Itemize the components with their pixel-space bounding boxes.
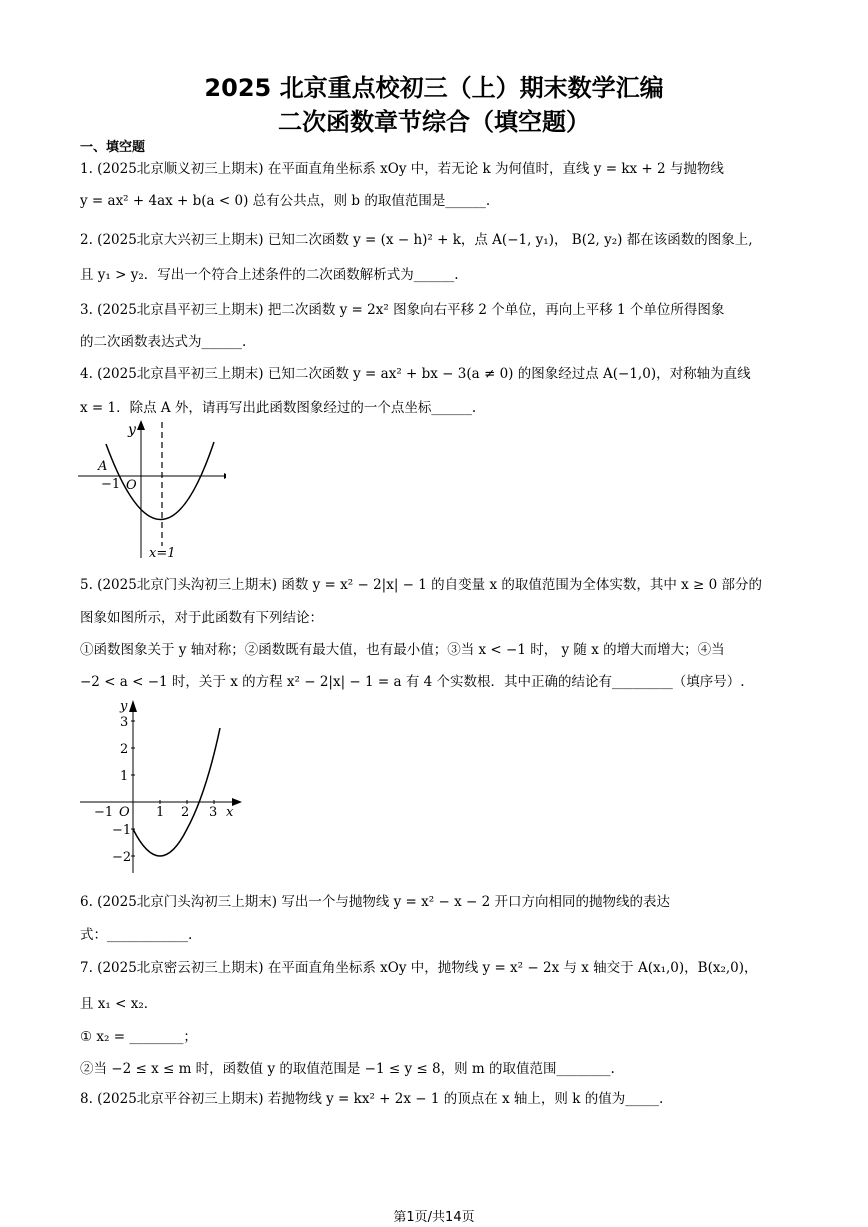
q7-line1: 7. (2025北京密云初三上期末) 在平面直角坐标系 xOy 中，抛物线 y = x² − 2x 与 x 轴交于 A(x₁,0)，B(x₂,0)， [80, 960, 758, 976]
document-title-line2: 二次函数章节综合（填空题） [278, 108, 590, 136]
q5-line1: 5. (2025北京门头沟初三上期末) 函数 y = x² − 2|x| − 1 的自变量 x 的取值范围为全体实数，其中 x ≥ 0 部分的 [80, 577, 763, 593]
section-heading: 一、填空题 [80, 140, 146, 155]
q5-xtick-3: 3 [209, 805, 218, 820]
q2-line2: 且 y₁ > y₂．写出一个符合上述条件的二次函数解析式为______. [80, 267, 459, 283]
q4-label-O: O [126, 478, 137, 493]
q4-line2: x = 1．除点 A 外，请再写出此函数图象经过的一个点坐标______. [80, 400, 477, 416]
q5-x-arrow [232, 798, 242, 806]
q4-label-axis: x=1 [149, 546, 176, 561]
q5-label-y: y [120, 699, 128, 714]
q5-tick-m1: −1 [112, 823, 132, 838]
q4-label-y: y [128, 422, 136, 438]
q7-line3: ① x₂ = ________； [80, 1029, 197, 1045]
q1-line2: y = ax² + 4ax + b(a < 0) 总有公共点，则 b 的取值范围是______. [80, 193, 491, 209]
q4-parabola-curve [106, 442, 214, 520]
q1-line1: 1. (2025北京顺义初三上期末) 在平面直角坐标系 xOy 中，若无论 k 为何值时，直线 y = kx + 2 与抛物线 [80, 161, 724, 177]
q5-label-O: O [119, 805, 130, 820]
q8-line1: 8. (2025北京平谷初三上期末) 若抛物线 y = kx² + 2x − 1 的顶点在 x 轴上，则 k 的值为_____. [80, 1091, 664, 1107]
q2-line1: 2. (2025北京大兴初三上期末) 已知二次函数 y = (x − h)² + k，点 A(−1, y₁)， B(2, y₂) 都在该函数的图象上, [80, 232, 753, 248]
q5-y-arrow [129, 700, 137, 712]
q5-line3: ①函数图象关于 y 轴对称；②函数既有最大值，也有最小值；③当 x < −1 时， y 随 x 的增大而增大；④当 [80, 642, 725, 658]
q4-parabola-figure [76, 418, 226, 563]
q5-curve [133, 728, 220, 856]
q5-tick-2: 2 [120, 742, 129, 757]
page-footer: 第1页/共14页 [393, 1210, 475, 1225]
q5-xtick-1: 1 [156, 805, 165, 820]
q3-line1: 3. (2025北京昌平初三上期末) 把二次函数 y = 2x² 图象向右平移 2 个单位，再向上平移 1 个单位所得图象 [80, 302, 725, 318]
q3-line2: 的二次函数表达式为______. [80, 334, 247, 350]
q4-line1: 4. (2025北京昌平初三上期末) 已知二次函数 y = ax² + bx − 3(a ≠ 0) 的图象经过点 A(−1,0)，对称轴为直线 [80, 366, 751, 382]
q5-tick-m2: −2 [112, 850, 132, 865]
q6-line1: 6. (2025北京门头沟初三上期末) 写出一个与抛物线 y = x² − x − 2 开口方向相同的抛物线的表达 [80, 894, 670, 910]
q5-graph-figure [76, 698, 246, 878]
q5-tick-3: 3 [120, 715, 129, 730]
q4-y-arrow [137, 420, 145, 430]
document-title-line1: 2025 北京重点校初三（上）期末数学汇编 [204, 74, 664, 102]
q4-label-A: A [98, 459, 108, 474]
q5-line4: −2 < a < −1 时，关于 x 的方程 x² − 2|x| − 1 = a 有 4 个实数根．其中正确的结论有_________（填序号）. [80, 674, 745, 690]
q4-x-arrow [224, 473, 226, 479]
q5-xtick-m1: −1 [94, 805, 114, 820]
q5-line2: 图象如图所示，对于此函数有下列结论： [80, 610, 323, 626]
q6-line2: 式：____________. [80, 927, 193, 943]
q7-line2: 且 x₁ < x₂． [80, 996, 158, 1012]
q5-tick-1: 1 [120, 769, 129, 784]
q5-xtick-2: 2 [181, 805, 190, 820]
q7-line4: ②当 −2 ≤ x ≤ m 时，函数值 y 的取值范围是 −1 ≤ y ≤ 8，则 m 的取值范围________. [80, 1061, 615, 1077]
q5-label-x: x [226, 805, 234, 820]
q4-label-minus1: −1 [101, 477, 121, 492]
